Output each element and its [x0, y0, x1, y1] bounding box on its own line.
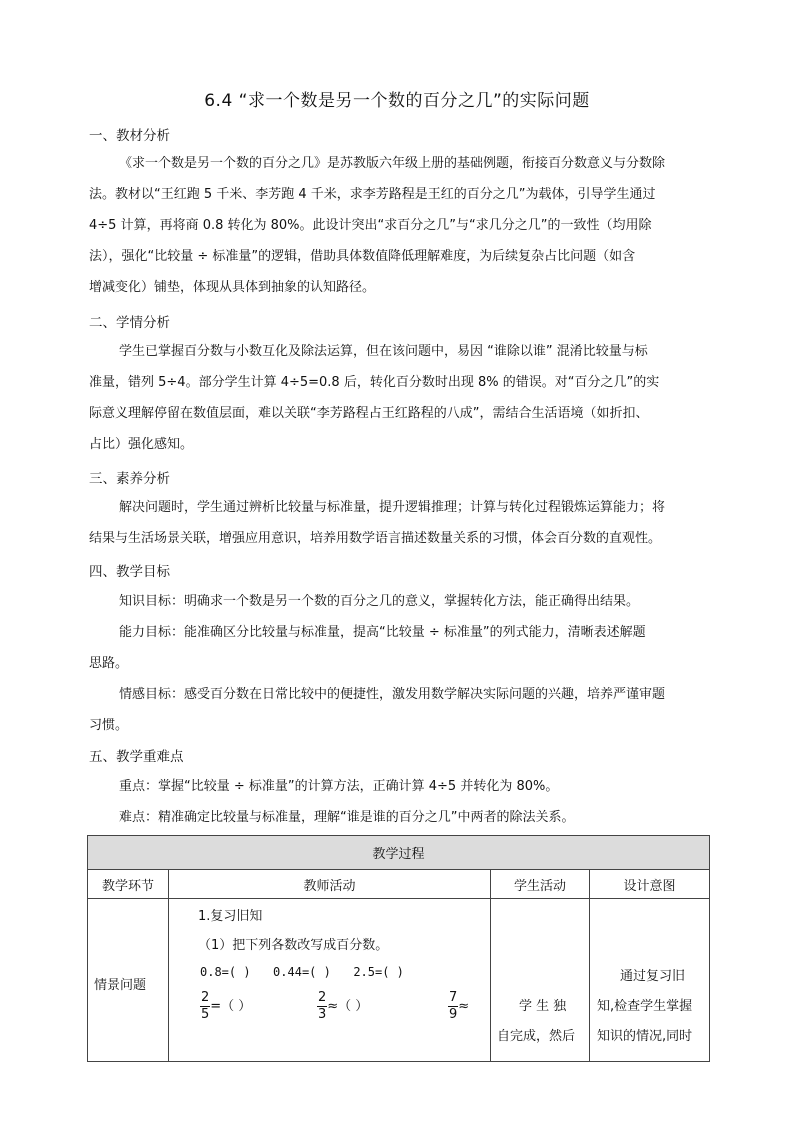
- fraction-denominator: 3: [318, 1007, 327, 1022]
- exercise-decimal: 0.44=( ): [273, 965, 331, 979]
- section-heading-students: 二、学情分析: [89, 315, 170, 331]
- goal-emotion-line: 情感目标：感受百分数在日常比较中的便捷性，激发用数学解决实际问题的兴趣，培养严谨审题: [119, 687, 666, 702]
- paragraph-line: 结果与生活场景关联，增强应用意识，培养用数学语言描述数量关系的习惯，体会百分数的直观性。: [89, 531, 662, 546]
- paragraph-line: 学生已掌握百分数与小数互化及除法运算，但在该问题中，易因 “谁除以谁” 混淆比较量与标: [119, 344, 648, 359]
- design-intent-line: 知,检查学生掌握: [597, 999, 693, 1014]
- paragraph-line: 解决问题时，学生通过辨析比较量与标准量，提升逻辑推理；计算与转化过程锻炼运算能力；将: [119, 500, 666, 515]
- stage-label: 情景问题: [94, 977, 147, 993]
- column-header-teacher: 教师活动: [169, 870, 491, 899]
- column-header-stage: 教学环节: [88, 870, 169, 899]
- student-activity-line: 学 生 独: [519, 999, 567, 1014]
- difficulty-point: 难点：精准确定比较量与标准量，理解“谁是谁的百分之几”中两者的除法关系。: [119, 810, 575, 825]
- goal-ability-line: 思路。: [89, 656, 129, 671]
- key-point: 重点：掌握“比较量 ÷ 标准量”的计算方法，正确计算 4÷5 并转化为 80%。: [119, 779, 559, 794]
- goal-emotion-line: 习惯。: [89, 718, 129, 733]
- design-intent-cell: [590, 899, 710, 1062]
- paragraph-line: 4÷5 计算，再将商 0.8 转化为 80%。此设计突出“求百分之几”与“求几分之几”的一致性（均用除: [89, 218, 652, 233]
- fraction-blank: ≈: [458, 999, 470, 1014]
- exercise-decimal: 2.5=( ): [353, 965, 404, 979]
- fraction-blank: ≈（ ）: [327, 999, 369, 1014]
- exercise-decimals: [200, 965, 404, 979]
- student-activity-cell: [491, 899, 590, 1062]
- goal-ability-line: 能力目标：能准确区分比较量与标准量，提高“比较量 ÷ 标准量”的列式能力，清晰表述解题: [119, 625, 646, 640]
- teaching-process-table: [87, 835, 710, 1062]
- column-header-intent: 设计意图: [590, 870, 710, 899]
- goal-knowledge: 知识目标：明确求一个数是另一个数的百分之几的意义，掌握转化方法，能正确得出结果。: [119, 594, 640, 609]
- fraction-blank: =（ ）: [210, 999, 252, 1014]
- teacher-activity-cell: [169, 899, 491, 1062]
- fraction-numerator: 2: [318, 990, 327, 1005]
- paragraph-literacy: [89, 492, 707, 554]
- fraction-denominator: 5: [201, 1007, 210, 1022]
- fraction-numerator: 2: [201, 990, 210, 1005]
- review-item: 1.复习旧知: [198, 909, 263, 924]
- exercise-decimal: 0.8=( ): [200, 965, 251, 979]
- paragraph-line: 增减变化）铺垫，体现从具体到抽象的认知路径。: [89, 280, 376, 295]
- section-heading-textbook: 一、教材分析: [89, 128, 170, 144]
- design-intent-line: 通过复习旧: [620, 969, 686, 984]
- table-title: 教学过程: [88, 836, 710, 870]
- section-heading-literacy: 三、素养分析: [89, 471, 170, 487]
- paragraph-line: 际意义理解停留在数值层面，难以关联“李芳路程占王红路程的八成”，需结合生活语境（如折扣、: [89, 406, 649, 421]
- paragraph-line: 准量，错列 5÷4。部分学生计算 4÷5=0.8 后，转化百分数时出现 8% 的错误。对“百分之几”的实: [89, 375, 660, 390]
- design-intent-line: 知识的情况,同时: [597, 1029, 693, 1044]
- section-heading-goals: 四、教学目标: [89, 564, 170, 580]
- exercise-fraction: [200, 990, 251, 1023]
- stage-cell: [88, 899, 169, 1062]
- student-activity-line: 自完成，然后: [497, 1029, 576, 1044]
- fraction-denominator: 9: [449, 1007, 458, 1022]
- paragraph-students: [89, 336, 707, 460]
- review-instruction: （1）把下列各数改写成百分数。: [198, 938, 389, 953]
- section-heading-key-points: 五、教学重难点: [89, 749, 184, 765]
- paragraph-line: 法。教材以“王红跑 5 千米、李芳跑 4 千米，求李芳路程是王红的百分之几”为载体，引导学生通过: [89, 187, 656, 202]
- fraction-numerator: 7: [449, 990, 458, 1005]
- paragraph-line: 《求一个数是另一个数的百分之几》是苏教版六年级上册的基础例题，衔接百分数意义与分数除: [119, 156, 666, 171]
- goals-block: [89, 586, 707, 741]
- exercise-fraction: [317, 990, 368, 1023]
- column-header-student: 学生活动: [491, 870, 590, 899]
- paragraph-line: 占比）强化感知。: [89, 437, 194, 452]
- paragraph-textbook: [89, 148, 707, 303]
- page-title: 6.4 “求一个数是另一个数的百分之几”的实际问题: [204, 91, 590, 111]
- key-points-block: [89, 771, 707, 833]
- paragraph-line: 法），强化“比较量 ÷ 标准量”的逻辑，借助具体数值降低理解难度，为后续复杂占比问题（如含: [89, 249, 636, 264]
- exercise-fraction: [448, 990, 469, 1023]
- table-row: [88, 899, 710, 1062]
